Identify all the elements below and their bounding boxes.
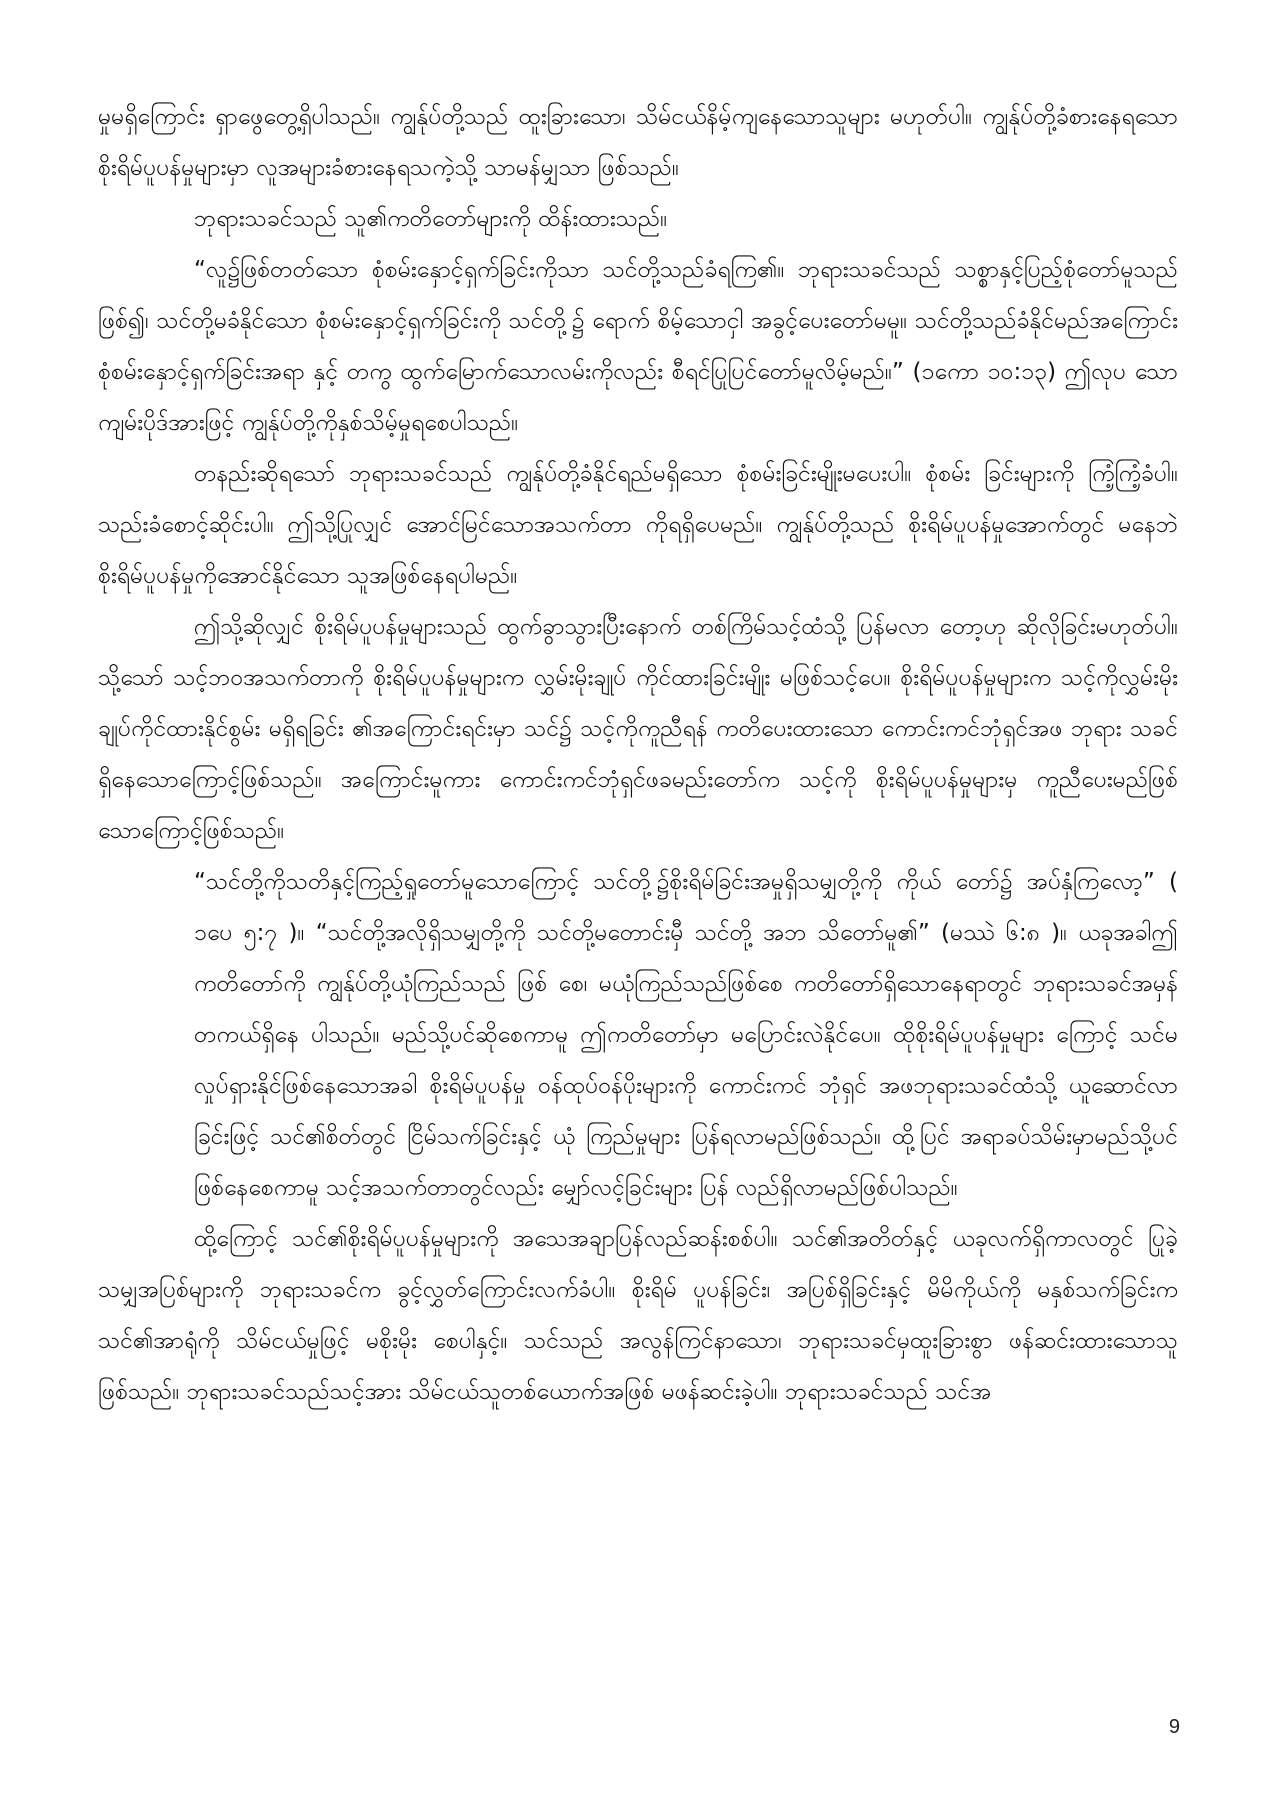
page-number: 9	[1168, 1716, 1180, 1738]
paragraph-7: ထို့ကြောင့် သင်၏စိုးရိမ်ပူပန်မှုများကို အသေအချာပြန်လည်ဆန်းစစ်ပါ။ သင်၏အတိတ်နှင့် ယခုလက်ရှိကာလတွင် ပြုခဲ့သမျှအပြစ်များကို ဘုရားသခင်က ခွင့်လွှတ်ကြောင်းလက်ခံပါ။ စိုးရိမ် ပူပန်ခြင်း၊ အပြစ်ရှိခြင်းနှင့် မိမိကိုယ်ကို မနှစ်သက်ခြင်းက သင်၏အာရုံကို သိမ်ငယ်မှုဖြင့် မစိုးမိုး စေပါနှင့်။ သင်သည် အလွန်ကြင်နာသော၊ ဘုရားသခင်မှထူးခြားစွာ ဖန်ဆင်းထားသောသူ ဖြစ်သည်။ ဘုရားသခင်သည်သင့်အား သိမ်ငယ်သူတစ်ယောက်အဖြစ် မဖန်ဆင်းခဲ့ပါ။ ဘုရားသခင်သည် သင်အ	[98, 1226, 1178, 1405]
paragraph-2: ဘုရားသခင်သည် သူ၏ကတိတော်များကို ထိန်းထားသည်။	[194, 206, 668, 232]
paragraph-5: ဤသို့ဆိုလျှင် စိုးရိမ်ပူပန်မှုများသည် ထွက်ခွာသွားပြီးနောက် တစ်ကြိမ်သင့်ထံသို့ ပြန်မလာ တော့ဟု ဆိုလိုခြင်းမဟုတ်ပါ။ သို့သော် သင့်ဘဝအသက်တာကို စိုးရိမ်ပူပန်မှုများက လွှမ်းမိုးချုပ် ကိုင်ထားခြင်းမျိုး မဖြစ်သင့်ပေ။ စိုးရိမ်ပူပန်မှုများက သင့်ကိုလွှမ်းမိုးချုပ်ကိုင်ထားနိုင်စွမ်း မရှိရခြင်း ၏အကြောင်းရင်းမှာ သင်၌ သင့်ကိုကူညီရန် ကတိပေးထားသော ကောင်းကင်ဘုံရှင်အဖ ဘုရား သခင်ရှိနေသောကြောင့်ဖြစ်သည်။ အကြောင်းမူကား ကောင်းကင်ဘုံရှင်ဖခမည်းတော်က သင့်ကို စိုးရိမ်ပူပန်မှုများမှ ကူညီပေးမည်ဖြစ်သောကြောင့်ဖြစ်သည်။	[98, 614, 1178, 844]
paragraph-3: “လူ၌ဖြစ်တတ်သော စုံစမ်းနှောင့်ရှက်ခြင်းကိုသာ သင်တို့သည်ခံရကြ၏။ ဘုရားသခင်သည် သစ္စာနှင့်ပြည့်စုံတော်မူသည်ဖြစ်၍၊ သင်တို့မခံနိုင်သော စုံစမ်းနှောင့်ရှက်ခြင်းကို သင်တို့၌ ရောက် စိမ့်သောငှါ အခွင့်ပေးတော်မမူ။ သင်တို့သည်ခံနိုင်မည်အကြောင်း စုံစမ်းနှောင့်ရှက်ခြင်းအရာ နှင့် တကွ ထွက်မြောက်သောလမ်းကိုလည်း စီရင်ပြုပြင်တော်မူလိမ့်မည်။” (၁ကော ၁၀:၁၃) ဤလုပ သော ကျမ်းပိုဒ်အားဖြင့် ကျွန်ုပ်တို့ကိုနှစ်သိမ့်မှုရစေပါသည်။	[98, 257, 1178, 436]
paragraph-1: မှုမရှိကြောင်း ရှာဖွေတွေ့ရှိပါသည်။ ကျွန်ုပ်တို့သည် ထူးခြားသော၊ သိမ်ငယ်နိမ့်ကျနေသောသူများ မဟုတ်ပါ။ ကျွန်ုပ်တို့ခံစားနေရသော စိုးရိမ်ပူပန်မှုများမှာ လူအများခံစားနေရသကဲ့သို့ သာမန်မျှသာ ဖြစ်သည်။	[98, 104, 1178, 181]
quote-paragraph: “သင်တို့ကိုသတိနှင့်ကြည့်ရှုတော်မူသောကြောင့် သင်တို့၌စိုးရိမ်ခြင်းအမှုရှိသမျှတို့ကို ကိုယ် တော်၌ အပ်နှံကြလော့” ( ၁ပေ ၅:၇ )။ “သင်တို့အလိုရှိသမျှတို့ကို သင်တို့မတောင်းမှီ သင်တို့ အဘ သိတော်မူ၏” (မဿဲ ၆:၈ )။ ယခုအခါဤကတိတော်ကို ကျွန်ုပ်တို့ယုံကြည်သည် ဖြစ် စေ၊ မယုံကြည်သည်ဖြစ်စေ ကတိတော်ရှိသောနေရာတွင် ဘုရားသခင်အမှန် တကယ်ရှိနေ ပါသည်။ မည်သို့ပင်ဆိုစေကာမူ ဤကတိတော်မှာ မပြောင်းလဲနိုင်ပေ။ ထိုစိုးရိမ်ပူပန်မှုများ ကြောင့် သင်မလှုပ်ရှားနိုင်ဖြစ်နေသောအခါ စိုးရိမ်ပူပန်မှု ဝန်ထုပ်ဝန်ပိုးများကို ကောင်းကင် ဘုံရှင် အဖဘုရားသခင်ထံသို့ ယူဆောင်လာခြင်းဖြင့် သင်၏စိတ်တွင် ငြိမ်သက်ခြင်းနှင့် ယုံ ကြည်မှုများ ပြန်ရလာမည်ဖြစ်သည်။ ထို့ပြင် အရာခပ်သိမ်းမှာမည်သို့ပင်ဖြစ်နေစေကာမူ သင့်အသက်တာတွင်လည်း မျှော်လင့်ခြင်းများ ပြန် လည်ရှိလာမည်ဖြစ်ပါသည်။	[194, 869, 1178, 1201]
document-body	[98, 92, 1178, 1418]
paragraph-4: တနည်းဆိုရသော် ဘုရားသခင်သည် ကျွန်ုပ်တို့ခံနိုင်ရည်မရှိသော စုံစမ်းခြင်းမျိုးမပေးပါ။ စုံစမ်း ခြင်းများကို ကြံ့ကြံ့ခံပါ။ သည်းခံစောင့်ဆိုင်းပါ။ ဤသို့ပြုလျှင် အောင်မြင်သောအသက်တာ ကိုရရှိပေမည်။ ကျွန်ုပ်တို့သည် စိုးရိမ်ပူပန်မှုအောက်တွင် မနေဘဲ စိုးရိမ်ပူပန်မှုကိုအောင်နိုင်သော သူအဖြစ်နေရပါမည်။	[98, 461, 1178, 589]
